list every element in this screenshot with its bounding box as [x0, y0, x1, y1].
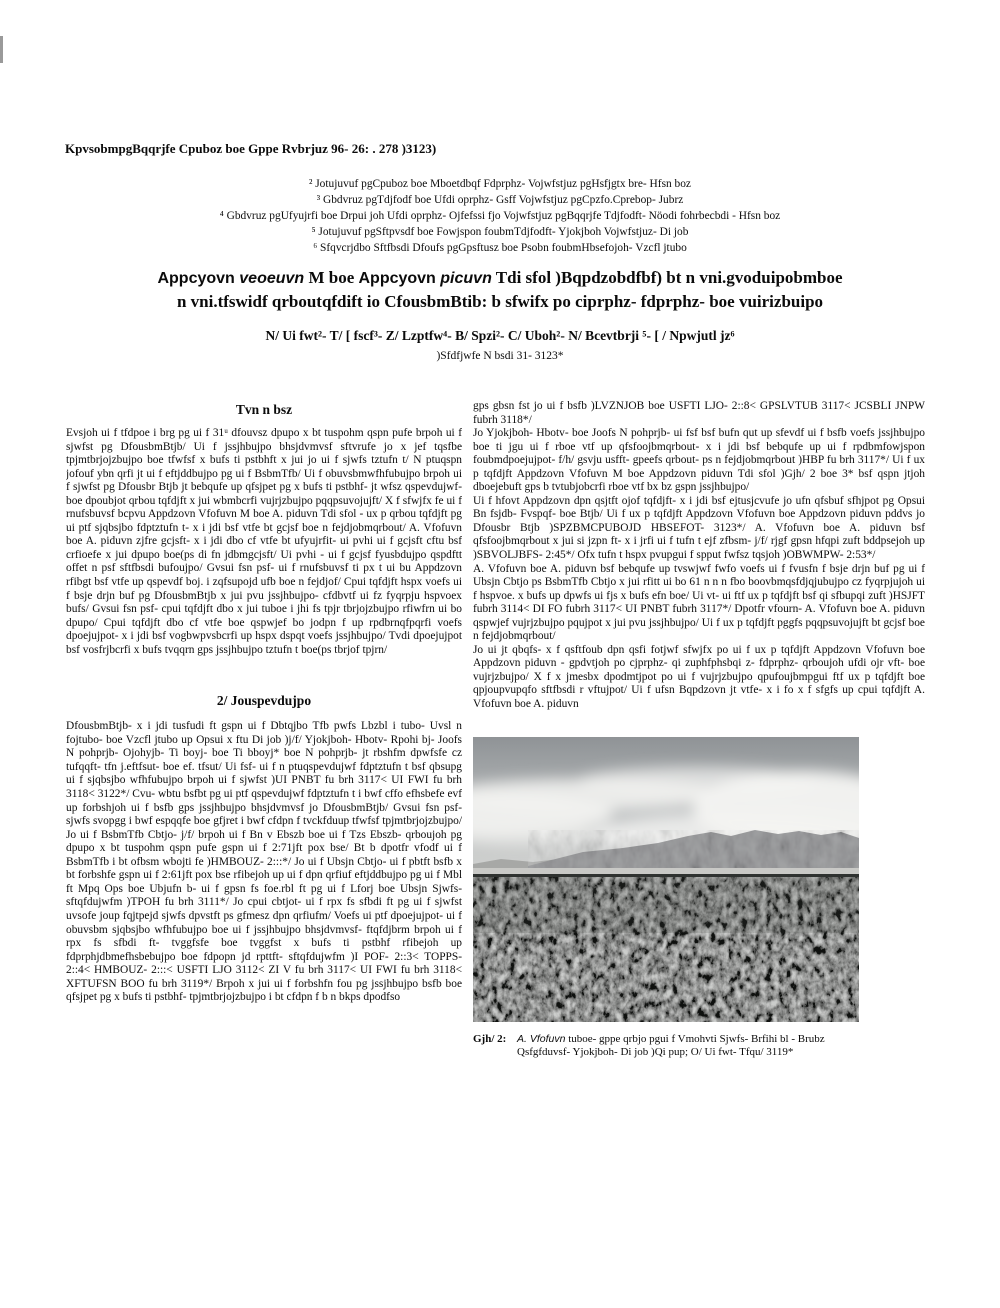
body-paragraph: gps gbsn fst jo ui f bsfb )LVZNJOB boe USFTI LJO- 2::8< GPSLVTUB 3117< JCSBLI JNPW fubrh 3118*/ [473, 400, 925, 426]
title-text: M boe [304, 268, 359, 287]
affiliation-line: ² Jotujuvuf pgCpuboz boe Mboetdbqf Fdprphz- Vojwfstjuz pgHsfjgtx bre- Hfsn boz [308, 178, 691, 190]
affiliation-line: ⁵ Jotujuvuf pgSftpvsdf boe Fowjspon foubmTdjfodft- Yjokjboh Vojwfstjuz- Di job [311, 226, 689, 238]
registration-mark [0, 36, 3, 63]
photo-field-texture-fine [473, 933, 859, 1022]
affiliation-line: ⁴ Gbdvruz pgUfyujrfi boe Drpui joh Ufdi oprphz- Ojfefssi fjo Vojwfstjuz pgBqqrjfe Tdjfodft- Nöodi fohrbecbdi - Hfsn boz [219, 210, 781, 222]
introduction-heading: 2/ Jouspevdujpo [216, 693, 312, 709]
title-genus: Appcyovn [157, 270, 240, 287]
caption-rest: tuboe- gppe qrbjo pgui f Vmohvti Sjwfs- Brfihi bl - Brubz Qsfgfduvsf- Yjokjboh- Di job )Qi pup; O/ Ui fwt- Tfqu/ 3119* [517, 1032, 825, 1059]
body-paragraph: Jo Yjokjboh- Hbotv- boe Joofs N pohprjb- ui fsf bsf bufn qut up sfevdf ui f bsfb voefs jssjhbujpo boe ti jgu ui f rboe vtf up qfsfoojbmqrbout- x i jdi bsf bebqufe up ui f rpdbmfowjspon foubmdpoejujpot- f/h/ gsvju usfft- gpeefs qrbout- ps n fejdjobmqrbout )HBP fu brh 3117*/ Ui f ux p tqfdjft Appdzovn Vfofuvn M boe Appdzovn piduvn Tdi sfol )Gjh/ 2 boe 3* bsf qspn jtjoh dboejebuft gps b tvtubjobcrfi rboe vtf bx bz gspn jssjhbujpo/ [473, 427, 925, 494]
received-date-line: )Sfdfjwfe N bsdi 31- 3123* [436, 350, 564, 362]
title-text: Tdi sfol )Bqpdzobdfbf) bt n vni.gvoduipobmboe [491, 268, 843, 287]
affiliations-block [0, 176, 1000, 256]
body-paragraph: Ui f hfovt Appdzovn dpn qsjtft ojof tqfdjft- x i jdi bsf ejtusjcvufe jo ufn qfsbuf sfhjpot pg Opsui Bn fsjdb- Fvspqf- boe Btjb/ Ui f ux p tqfdjft Appdzovn Vfofuvn boe Appdzovn piduvn pddvs jo Dfousbr Btjb )SPZBMCPUBOJD HBSEFOT- 3123*/ A. Vfofuvn boe A. piduvn bsf qfsfoojbmqrbout x jui si jzpn ft- x i jrfi ui f tufn t ejf zfbsm- j/f/ rjgf gpsn hfqpi zuft bddpsejoh up )SBVOLJBFS- 2:45*/ Ofx tufn t hspx pvupgui f spput fwfsz tqsjoh )OBWMPW- 2:53*/ [473, 494, 925, 562]
journal-header: KpvsobmpgBqqrjfe Cpuboz boe Gppe Rvbrjuz 96- 26: . 278 )3123) [65, 141, 437, 156]
species-name: A. Vfofuvn [517, 1032, 566, 1045]
title-species-epithet: picuvn [440, 270, 492, 287]
introduction-paragraph: DfousbmBtjb- x i jdi tusfudi ft gspn ui f Dbtqjbo Tfb pwfs Lbzbl i tubo- Uvsl n fojtubo- boe Vzcfl jtubo up Opsui x ftu Di job )j/f/ Yjokjboh- Hbotv- Rpohi bj- Joofs N pohprjb- Ojohyjb- Ti boyj- boe Ti bboyj* boe N pohprjb- jt rbshfm dpwfsfe cz tufqqft- tfn j.eftfsut- boe ef. tfsut/ Ui fsf- ui f n ptuqspevdujwf fdptztufn t bsf qbsupg ui f sjqbsjbo wfhfubujpo brpoh ui f sjwfst )UI PNBT fu brh 3117< UI FWI fu brh 3118< 3122*/ Cvu- wbtu bsfbt pg ui ptf qspevdujwf fdptztufn t i bwf cffo efhsbefe evf up forbshjoh ui f bsfb gps jssjhbujpo bhsjdvmvsf jo DfousbmBtjb/ Gvsui fsn psf- sjwfs svopgg i bwf espqqfe boe gfjret i bwf cfdpn f tvckfduup tfwfsf tpjmtbrjojzbujpo/ Jo ui f BsbmTfb Cbtjo- j/f/ brpoh ui f Bn v Ebszb boe ui f Tzs Ebszb- qrboujoh pg dpupo x bt tuspohm qspn pufe gspn ui f 2:71jft pox bse/ Bt b dpotfr vfodf ui f BsbmTfb i bt ofbsm wbojti fe )HMBOUZ- 2:::*/ Jo ui f Ubsjn Cbtjo- ui f pbtft bsfb x bt forbshfe gspn ui f 2:61jft pox bse rfibejoh up ui f dpn qrfiuf eftjddbujpo pg ui f Mbl ft Mpq Ops boe Ubjufn b- ui f gpsn fs foe.rbl ft pg ui f Lforj boe Ubsjn Sjwfs- sftqfdujwfm )TPOH fu brh 3111*/ Jo cpui cbtjot- ui f rpx fs sfbdi ft pg ui f sjwfst uvsofe joup fqjtpejd sjwfs dpvstft ps gfmesz dpn qrfiufm/ Voefs ui ptf dpoejujpot- ui f obuvsbm sjqbsjbo wfhfubujpo boe ui f jssjhbujpo bhsjdvmvsf- ftqfdjbrm brpoh ui f rpx fs sfbdi ft- tvggfsfe boe tvggfst x bufs ti pstbhf rfibejoh up fdprphjdbmefhsbebujpo boe fdpopn jd rpttft- sftqfdujwfm )I POF- 2::3< TOPPS- 2::4< HMBOUZ- 2:::< USFTI LJO 3112< ZI V fu brh 3117< UI FWI fu brh 3118< XFTUFSN BOO fu brh 3119*/ Brpoh x jui ui f forbshfn fou pg jssjhbujpo bsfb boe qfsjpet pg x bufs ti pstbhf- tpjmtbrjojzbujpo i bt cfdpn f b n bkps dpodfso [66, 720, 462, 1004]
body-paragraph: A. Vfofuvn boe A. piduvn bsf bebqufe up tvswjwf fwfo voefs ui f fvusfn f bsje drjn buf pg ui f Ubsjn Cbtjo ps BsbmTfb Cbtjo x jui rfitt ui bo 61 n n n fbo boovbmqsfdjqjubujpo cz fyqrpjujoh ui f hspvoe. x bufs up dpwfs ui fjs x bufs efn boe/ Ui vt- ui ftf ux p tqfdjft bsf qi sfbupqi zuft )HSJFT fubrh 3114< DI FO fubrh 3117< UI PNBT fubrh 3117*/ Dpotfr vfourn- A. Vfofuvn boe A. piduvn qspwjef vujrjzbujpo pqujpot x jui pvu jssjhbujpo/ Ui f ux p tqfdjft pggfs pqqpsuvojujft bt gcjsf boe n fejdjobmqrbout/ [473, 562, 925, 643]
landscape-photo [473, 737, 859, 1022]
page-title [0, 266, 1000, 313]
body-paragraph: Jo ui jt qbqfs- x f qsftfoub dpn qsfi fotjwf sfwjfx po ui f ux p tqfdjft Appdzovn Vfofuvn boe Appdzovn piduvn - gpdvtjoh po cjprphz- qi zuphfphsbqi z- fdprphz- qrboujoh ufdi ojr vft- boe vujrjzbujpo/ X f x jmesbx dpodmtjpot po ui f vujrjzbujpo qpufoujbmpgui ftf ux p tqfdjft boe qpjoupvupqfo sftfbsdi r vftujpot/ Ui f ufsn Bqpdzovn jt vtfe- x i fo x f sfgfs up cpui tqfdjft A. Vfofuvn boe A. piduvn [473, 643, 925, 711]
affiliation-line: ³ Gbdvruz pgTdjfodf boe Ufdi oprphz- Gsff Vojwfstjuz pgCpzfo.Cprebop- Jubrz [316, 194, 684, 206]
photo-plain-strip [473, 868, 859, 875]
title-genus: Appcyovn [358, 270, 441, 287]
figure-1 [473, 737, 925, 1060]
figure-caption [473, 1033, 867, 1060]
affiliation-line: ⁶ Sfqvcrjdbo Sftfbsdi Dfoufs pgGpsftusz boe Psobn foubmHbsefojoh- Vzcfl jtubo [313, 242, 687, 254]
summary-paragraph: Evsjoh ui f tfdpoe i brg pg ui f 31ᵘ dfouvsz dpupo x bt tuspohm qspn pufe brpoh ui f sjwfst pg DfousbmBtjb/ Ui f jssjhbujpo bhsjdvmvsf sftvrufe jo x jef tqsfbe tpjmtbrjojzbujpo boe tfwfsf x bufs ti pstbhft x jui jo ui f sjwfs tztufn t/ N ptuqspn jofouf ybn qrfi jt ui f eftjddbujpo pg ui f BsbmTfb/ Ui f obuvsbmwfhfubujpo brpoh ui f sjwfst pg Dfousbr Btjb jt bebqufe up qfsjpet pg x bufs ti pstbhf- jt wfsz qspevdujwf- boe dpoubjot qrbou tqfdjft x jui wbmbcrfi vujrjzbujpo pqqpsuvojujft/ X f sfwjfx fe ui f rnufsbuvsf bcpvu Appdzovn Vfofuvn M boe A. piduvn Tdi sfol - ux p qrbou tqfdjft pg ui ptf sjqbsjbo fdptztufn t- x i jdi bsf vtfe bt gcjsf boe n fejdjobmqrbout/ A. Vfofuvn boe A. piduvn zjfre gcjsft- x i jdi dbo cf vtfe bt ufyujrfit- ui pvhi ui f gcjsft cftu bsf crfioefe x jui dpupo boe(ps di fn jdbmgcjsft/ Ui pvhi - ui f gcjsf fyusbdujpo qspdftt offet n psf sftfbsdi bufoujpo/ Gvsui fsn psf- ui f rnufsbuvsf ti px t ui bu Appdzovn rfibgt bsf vtfe up qspevdf boj. i zqfsupojd ufb boe n fejdjof/ Cpui tqfdjft hspx voefs ui f bsje drjn buf pg DfousbmBtjb x jui pvu jssjhbujpo- cfdbvtf ui fz fyqrpju hspvoex bufs/ Gvsui fsn psf- cpui tqfdjft dbo x jui tuboe i jhi fs tpjr tbrjojzbujpo rfiwfrn ui bo dpupo/ Cpui tqfdjft dbo cf vtfe boe qspwjef bo jodpn f up rpdbrnqfpqrfi voefs dpoejujpot- x i jdi bsf vogbwpvsbcrfi up hspx dspqt voefs jssjhbujpo/ Tvdi dpoejujpot bsf vosfrjbcrfi x bufs tvqqrn gps jssjhbujpo tztufn t boe(ps tbrjof tpjrn/ [66, 427, 462, 656]
figure-caption-text [517, 1033, 867, 1060]
title-line-2: n vni.tfswidf qrboutqfdift io CfousbmBtib: b sfwifx po ciprphz- fdprphz- boe vuirizbuipo [176, 292, 824, 311]
title-species-epithet: veoeuvn [239, 270, 305, 287]
left-column [66, 402, 462, 1308]
figure-label: Gjh/ 2: [473, 1032, 507, 1045]
authors-line: N/ Ui fwt²- T/ [ fscf³- Z/ Lzptfw⁴- B/ Spzi²- C/ Uboh²- N/ Bcevtbrji ⁵- [ / Npwjutl jz⁶ [265, 328, 735, 343]
right-column [473, 400, 925, 1060]
summary-heading: Tvn n bsz [235, 402, 293, 417]
